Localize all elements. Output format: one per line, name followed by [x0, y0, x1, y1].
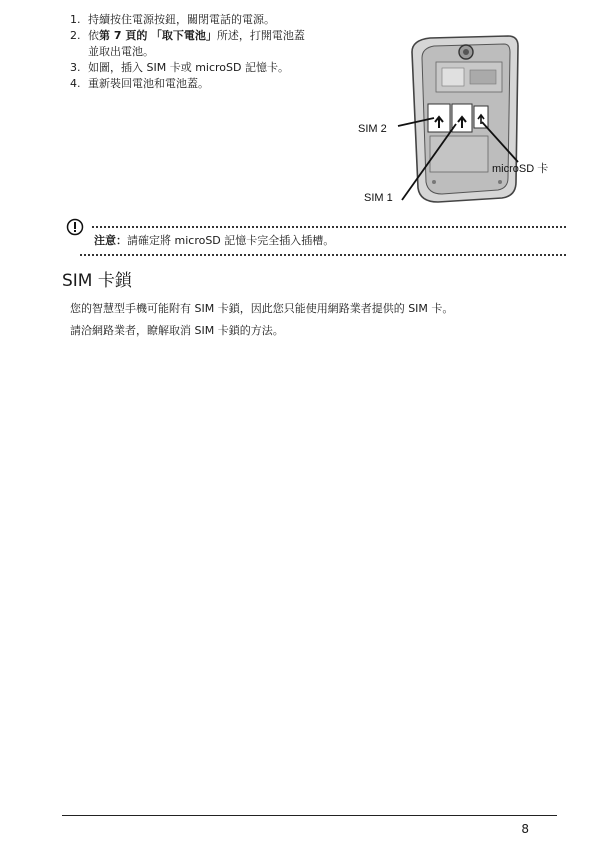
sim2-label: SIM 2	[358, 123, 387, 135]
step-4	[70, 76, 360, 92]
step-2	[70, 28, 360, 60]
section-title: SIM 卡鎖	[62, 271, 132, 291]
step-1	[70, 12, 360, 28]
phone-drawing	[350, 32, 570, 212]
step-text-post: 所述，打開電池蓋	[216, 29, 305, 42]
step-number: 3.	[70, 61, 81, 74]
microsd-label: microSD 卡	[492, 163, 549, 175]
page-number: 8	[521, 822, 529, 836]
step-text-pre: 依	[88, 29, 99, 42]
note-divider-bottom	[80, 254, 566, 256]
step-number: 1.	[70, 13, 81, 26]
note-divider-top	[92, 226, 566, 228]
page-reference: 第 7 頁的	[99, 29, 148, 42]
note-text	[94, 234, 334, 248]
step-number: 4.	[70, 77, 81, 90]
note-box	[66, 218, 566, 258]
step-text: 重新裝回電池和電池蓋。	[88, 77, 209, 90]
sim1-label: SIM 1	[364, 192, 393, 204]
warning-icon	[66, 218, 84, 236]
footer-rule	[62, 815, 557, 816]
phone-back-illustration	[350, 32, 570, 212]
step-3	[70, 60, 360, 76]
instruction-steps	[70, 12, 360, 92]
note-label: 注意：	[94, 234, 127, 247]
step-number: 2.	[70, 29, 81, 42]
section-paragraph-2: 請洽網路業者，瞭解取消 SIM 卡鎖的方法。	[70, 324, 284, 337]
section-reference: 「取下電池」	[150, 29, 217, 42]
note-body: 請確定將 microSD 記憶卡完全插入插槽。	[127, 234, 335, 247]
step-text: 如圖，插入 SIM 卡或 microSD 記憶卡。	[88, 61, 289, 74]
section-paragraph-1: 您的智慧型手機可能附有 SIM 卡鎖，因此您只能使用網路業者提供的 SIM 卡。	[70, 302, 454, 315]
step-text: 持續按住電源按鈕，關閉電話的電源。	[88, 13, 275, 26]
step-text-line2: 並取出電池。	[88, 45, 154, 58]
